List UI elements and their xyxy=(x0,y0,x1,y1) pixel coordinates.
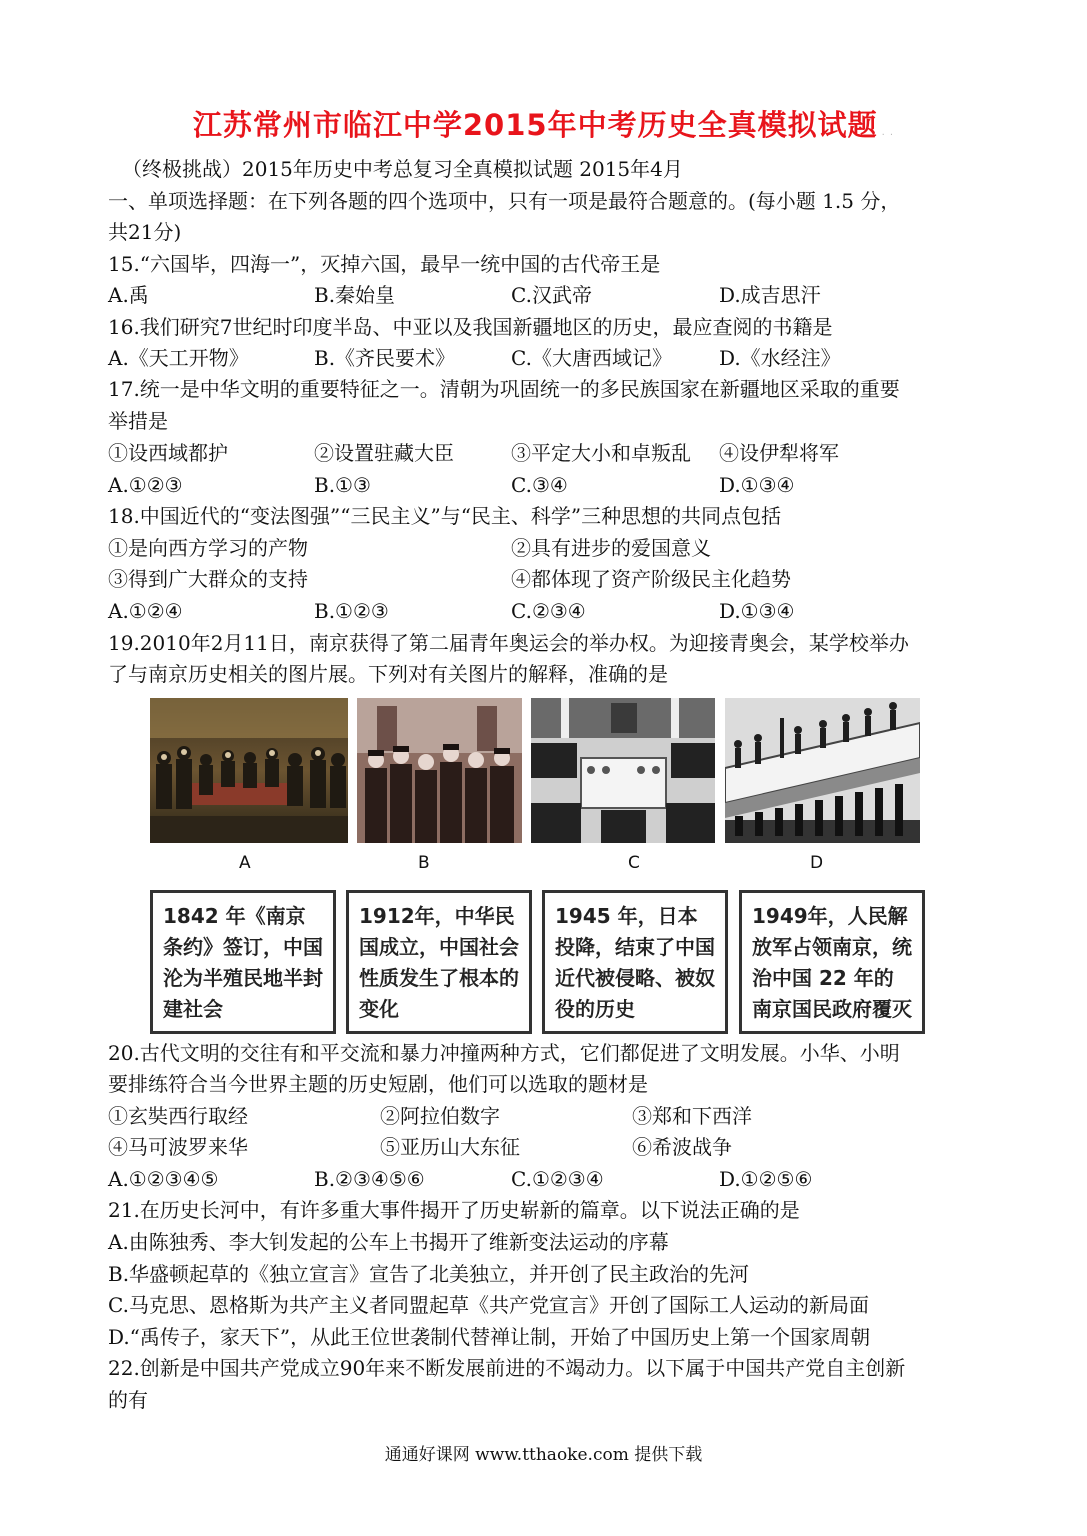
q20-item-5: ⑤亚历山大东征 xyxy=(380,1135,520,1159)
q21-stem: 21.在历史长河中，有许多重大事件揭开了历史崭新的篇章。以下说法正确的是 xyxy=(108,1198,800,1222)
q21-option-b: B.华盛顿起草的《独立宣言》宣告了北美独立，并开创了民主政治的先河 xyxy=(108,1262,750,1286)
q15-stem: 15.“六国毕，四海一”，灭掉六国，最早一统中国的古代帝王是 xyxy=(108,252,661,276)
title-marker: . . xyxy=(881,127,895,138)
q15-option-c: C.汉武帝 xyxy=(511,283,592,307)
q19-stem-line-1: 19.2010年2月11日，南京获得了第二届青年奥运会的举办权。为迎接青奥会，某学校举办 xyxy=(108,631,909,655)
q19-explanation-box-d: 1949年，人民解放军占领南京，统治中国 22 年的南京国民政府覆灭 xyxy=(739,890,925,1034)
q21-option-d: D.“禹传子，家天下”，从此王位世袭制代替禅让制，开始了中国历史上第一个国家周朝 xyxy=(108,1325,871,1349)
q20-item-4: ④马可波罗来华 xyxy=(108,1135,248,1159)
q15-option-a: A.禹 xyxy=(108,283,149,307)
q20-item-1: ①玄奘西行取经 xyxy=(108,1104,248,1128)
q19-explanation-box-a: 1842 年《南京条约》签订，中国沦为半殖民地半封建社会 xyxy=(150,890,336,1034)
q17-option-b: B.①③ xyxy=(314,473,371,497)
q17-option-a: A.①②③ xyxy=(108,473,183,497)
q20-option-d: D.①②⑤⑥ xyxy=(719,1167,813,1191)
q17-option-d: D.①③④ xyxy=(719,473,795,497)
treaty-painting-image xyxy=(150,698,348,843)
subtitle: （终极挑战）2015年历史中考总复习全真模拟试题 2015年4月 xyxy=(122,157,683,181)
q17-stem-line-1: 17.统一是中华文明的重要特征之一。清朝为巩固统一的多民族国家在新疆地区采取的重要 xyxy=(108,377,900,401)
q17-item-4: ④设伊犁将军 xyxy=(719,441,839,465)
surrender-ceremony-image xyxy=(531,698,715,843)
q15-option-d: D.成吉思汗 xyxy=(719,283,821,307)
q18-item-2: ②具有进步的爱国意义 xyxy=(511,536,711,560)
q18-item-1: ①是向西方学习的产物 xyxy=(108,536,308,560)
q17-stem-line-2: 举措是 xyxy=(108,409,168,433)
q16-option-c: C.《大唐西域记》 xyxy=(511,346,672,370)
q19-photo-c xyxy=(531,698,715,843)
q20-stem-line-2: 要排练符合当今世界主题的历史短剧，他们可以选取的题材是 xyxy=(108,1072,648,1096)
q19-photo-a xyxy=(150,698,348,843)
q19-photo-d xyxy=(725,698,920,843)
q19-photo-b xyxy=(357,698,522,843)
q16-option-b: B.《齐民要术》 xyxy=(314,346,456,370)
q20-option-a: A.①②③④⑤ xyxy=(108,1167,219,1191)
section-heading-line-2: 共21分) xyxy=(108,220,182,244)
q19-photo-label-a: A xyxy=(239,853,251,873)
q21-option-a: A.由陈独秀、李大钊发起的公车上书揭开了维新变法运动的序幕 xyxy=(108,1230,669,1254)
q17-item-2: ②设置驻藏大臣 xyxy=(314,441,454,465)
q19-stem-line-2: 了与南京历史相关的图片展。下列对有关图片的解释，准确的是 xyxy=(108,662,668,686)
section-heading-line-1: 一、单项选择题：在下列各题的四个选项中，只有一项是最符合题意的。(每小题 1.5 分， xyxy=(108,189,901,213)
q20-item-2: ②阿拉伯数字 xyxy=(380,1104,500,1128)
q22-stem-line-2: 的有 xyxy=(108,1388,148,1412)
q18-stem: 18.中国近代的“变法图强”“三民主义”与“民主、科学”三种思想的共同点包括 xyxy=(108,504,782,528)
q18-item-3: ③得到广大群众的支持 xyxy=(108,567,308,591)
page-footer: 通通好课网 www.tthaoke.com 提供下载 xyxy=(384,1445,703,1465)
q18-item-4: ④都体现了资产阶级民主化趋势 xyxy=(511,567,791,591)
q20-item-6: ⑥希波战争 xyxy=(632,1135,732,1159)
q18-option-c: C.②③④ xyxy=(511,599,586,623)
q20-option-b: B.②③④⑤⑥ xyxy=(314,1167,425,1191)
page-title xyxy=(0,103,1087,144)
q18-option-a: A.①②④ xyxy=(108,599,183,623)
q19-photo-label-d: D xyxy=(810,853,824,873)
soldiers-gate-image xyxy=(725,698,920,843)
group-portrait-image xyxy=(357,698,522,843)
q19-photo-label-c: C xyxy=(628,853,640,873)
q22-stem-line-1: 22.创新是中国共产党成立90年来不断发展前进的不竭动力。以下属于中国共产党自主创新 xyxy=(108,1356,906,1380)
q18-option-d: D.①③④ xyxy=(719,599,795,623)
q17-item-3: ③平定大小和卓叛乱 xyxy=(511,441,691,465)
q18-option-b: B.①②③ xyxy=(314,599,389,623)
q17-option-c: C.③④ xyxy=(511,473,568,497)
q20-stem-line-1: 20.古代文明的交往有和平交流和暴力冲撞两种方式，它们都促进了文明发展。小华、小明 xyxy=(108,1041,900,1065)
q19-photo-strip xyxy=(150,698,920,843)
q20-option-c: C.①②③④ xyxy=(511,1167,604,1191)
q16-option-d: D.《水经注》 xyxy=(719,346,841,370)
q16-stem: 16.我们研究7世纪时印度半岛、中亚以及我国新疆地区的历史，最应查阅的书籍是 xyxy=(108,315,833,339)
q19-explanation-box-b: 1912年，中华民国成立，中国社会性质发生了根本的变化 xyxy=(346,890,532,1034)
q19-photo-label-b: B xyxy=(418,853,430,873)
q20-item-3: ③郑和下西洋 xyxy=(632,1104,752,1128)
q21-option-c: C.马克思、恩格斯为共产主义者同盟起草《共产党宣言》开创了国际工人运动的新局面 xyxy=(108,1293,869,1317)
q15-option-b: B.秦始皇 xyxy=(314,283,396,307)
q16-option-a: A.《天工开物》 xyxy=(108,346,249,370)
title-text: 江苏常州市临江中学2015年中考历史全真模拟试题 xyxy=(192,108,878,142)
q19-explanation-box-c: 1945 年，日本投降，结束了中国近代被侵略、被奴役的历史 xyxy=(542,890,728,1034)
q17-item-1: ①设西域都护 xyxy=(108,441,228,465)
